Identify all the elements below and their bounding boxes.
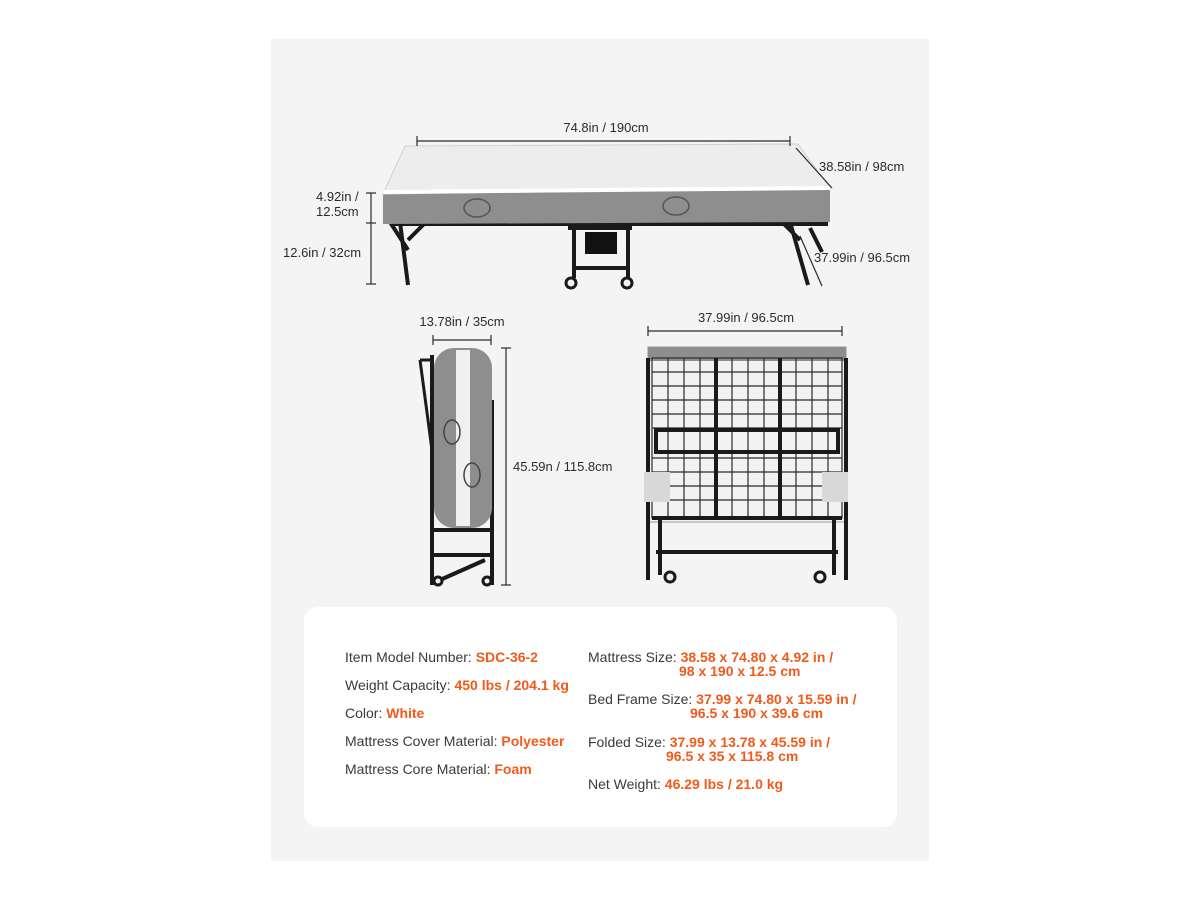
spec-weight-capacity: Weight Capacity: 450 lbs / 204.1 kg [345, 677, 569, 693]
spec-model: Item Model Number: SDC-36-2 [345, 649, 538, 665]
spec-folded-size-line2: 96.5 x 35 x 115.8 cm [666, 748, 799, 764]
height-label: 12.6in / 32cm [283, 245, 362, 260]
spec-mattress-size-line2: 98 x 190 x 12.5 cm [679, 663, 801, 679]
folded-bed-front-image [644, 347, 848, 582]
folded-width-label: 37.99in / 96.5cm [697, 310, 795, 325]
length-label: 74.8in / 190cm [563, 120, 649, 135]
spec-frame-size-line2: 96.5 x 190 x 39.6 cm [690, 705, 824, 721]
spec-color: Color: White [345, 705, 425, 721]
spec-cover-material: Mattress Cover Material: Polyester [345, 733, 565, 749]
spec-net-weight: Net Weight: 46.29 lbs / 21.0 kg [588, 776, 784, 792]
spec-folded-size: Folded Size: 37.99 x 13.78 x 45.59 in / [588, 734, 831, 750]
folded-depth-label: 13.78in / 35cm [419, 314, 505, 329]
folded-height-label: 45.59n / 115.8cm [513, 459, 613, 474]
spec-frame-size: Bed Frame Size: 37.99 x 74.80 x 15.59 in / [588, 691, 857, 707]
width-label: 38.58in / 98cm [819, 159, 905, 174]
specifications-card [304, 607, 897, 827]
unfolded-bed-image [383, 144, 830, 288]
folded-bed-side-image [420, 348, 492, 585]
mattress-thickness-label-line1: 4.92in / [316, 189, 359, 204]
spec-core-material: Mattress Core Material: Foam [345, 761, 532, 777]
dimension-lines-folded-front [648, 326, 842, 336]
spec-mattress-size: Mattress Size: 38.58 x 74.80 x 4.92 in / [588, 649, 834, 665]
frame-width-label: 37.99in / 96.5cm [814, 250, 911, 265]
mattress-thickness-label-line2: 12.5cm [316, 204, 359, 219]
